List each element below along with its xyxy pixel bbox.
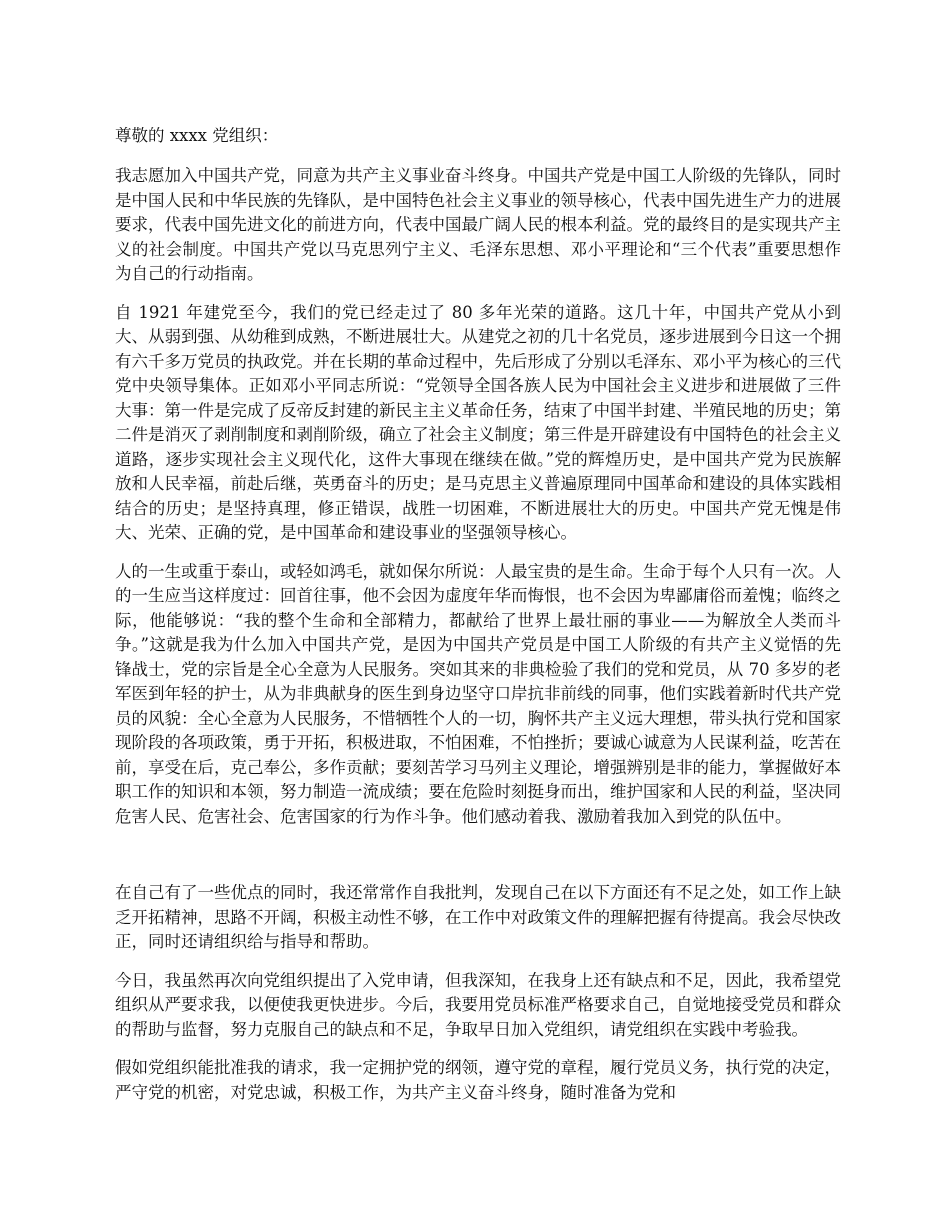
paragraph-pledge: 假如党组织能批准我的请求，我一定拥护党的纲领，遵守党的章程，履行党员义务，执行党的决定，严守党的机密，对党忠诚，积极工作，为共产主义奋斗终身，随时准备为党和: [115, 1058, 841, 1102]
paragraph-reapplication: 今日，我虽然再次向党组织提出了入党申请，但我深知，在我身上还有缺点和不足，因此，我希望党组织从严要求我，以便使我更快进步。今后，我要用党员标准严格要求自己，自觉地接受党员和群众的帮助与监督，努力克服自己的缺点和不足，争取早日加入党组织，请党组织在实践中考验我。: [115, 970, 841, 1039]
paragraph-party-commitment: 我志愿加入中国共产党，同意为共产主义事业奋斗终身。中国共产党是中国工人阶级的先锋队，同时是中国人民和中华民族的先锋队，是中国特色社会主义事业的领导核心，代表中国先进生产力的进展要求，代表中国先进文化的前进方向，代表中国最广阔人民的根本利益。党的最终目的是实现共产主义的社会制度。中国共产党以马克思列宁主义、毛泽东思想、邓小平理论和“三个代表”重要思想作为自己的行动指南。: [115, 166, 841, 283]
paragraph-party-history: 自 1921 年建党至今，我们的党已经走过了 80 多年光荣的道路。这几十年，中国共产党从小到大、从弱到强、从幼稚到成熟，不断进展壮大。从建党之初的几十名党员，逐步进展到今日这一个拥有六千多万党员的执政党。并在长期的革命过程中，先后形成了分别以毛泽东、邓小平为核心的三代党中央领导集体。正如邓小平同志所说：“党领导全国各族人民为中国社会主义进步和进展做了三件大事：第一件是完成了反帝反封建的新民主主义革命任务，结束了中国半封建、半殖民地的历史；第二件是消灭了剥削制度和剥削阶级，确立了社会主义制度；第三件是开辟建设有中国特色的社会主义道路，逐步实现社会主义现代化，这件大事现在继续在做。”党的辉煌历史，是中国共产党为民族解放和人民幸福，前赴后继，英勇奋斗的历史；是马克思主义普遍原理同中国革命和建设的具体实践相结合的历史；是坚持真理，修正错误，战胜一切困难，不断进展壮大的历史。中国共产党无愧是伟大、光荣、正确的党，是中国革命和建设事业的坚强领导核心。: [115, 302, 841, 542]
document-page: [115, 124, 841, 1119]
section-gap: [115, 843, 841, 881]
paragraph-life-meaning: 人的一生或重于泰山，或轻如鸿毛，就如保尔所说：人最宝贵的是生命。生命于每个人只有一次。人的一生应当这样度过：回首往事，他不会因为虚度年华而悔恨，也不会因为卑鄙庸俗而羞愧；临终之际，他能够说：“我的整个生命和全部精力，都献给了世界上最壮丽的事业——为解放全人类而斗争。”这就是我为什么加入中国共产党，是因为中国共产党员是中国工人阶级的有共产主义觉悟的先锋战士，党的宗旨是全心全意为人民服务。突如其来的非典检验了我们的党和党员，从 70 多岁的老军医到年轻的护士，从为非典献身的医生到身边坚守口岸抗非前线的同事，他们实践着新时代共产党员的风貌：全心全意为人民服务，不惜牺牲个人的一切，胸怀共产主义远大理想，带头执行党和国家现阶段的各项政策，勇于开拓，积极进取，不怕困难，不怕挫折；要诚心诚意为人民谋利益，吃苦在前，享受在后，克己奉公，多作贡献；要刻苦学习马列主义理论，增强辨别是非的能力，掌握做好本职工作的知识和本领，努力制造一流成绩；要在危险时刻挺身而出，维护国家和人民的利益，坚决同危害人民、危害社会、危害国家的行为作斗争。他们感动着我、激励着我加入到党的队伍中。: [115, 561, 841, 826]
paragraph-self-criticism: 在自己有了一些优点的同时，我还常常作自我批判，发现自己在以下方面还有不足之处，如工作上缺乏开拓精神，思路不开阔，积极主动性不够，在工作中对政策文件的理解把握有待提高。我会尽快改正，同时还请组织给与指导和帮助。: [115, 883, 841, 951]
salutation: 尊敬的 xxxx 党组织：: [115, 126, 279, 145]
